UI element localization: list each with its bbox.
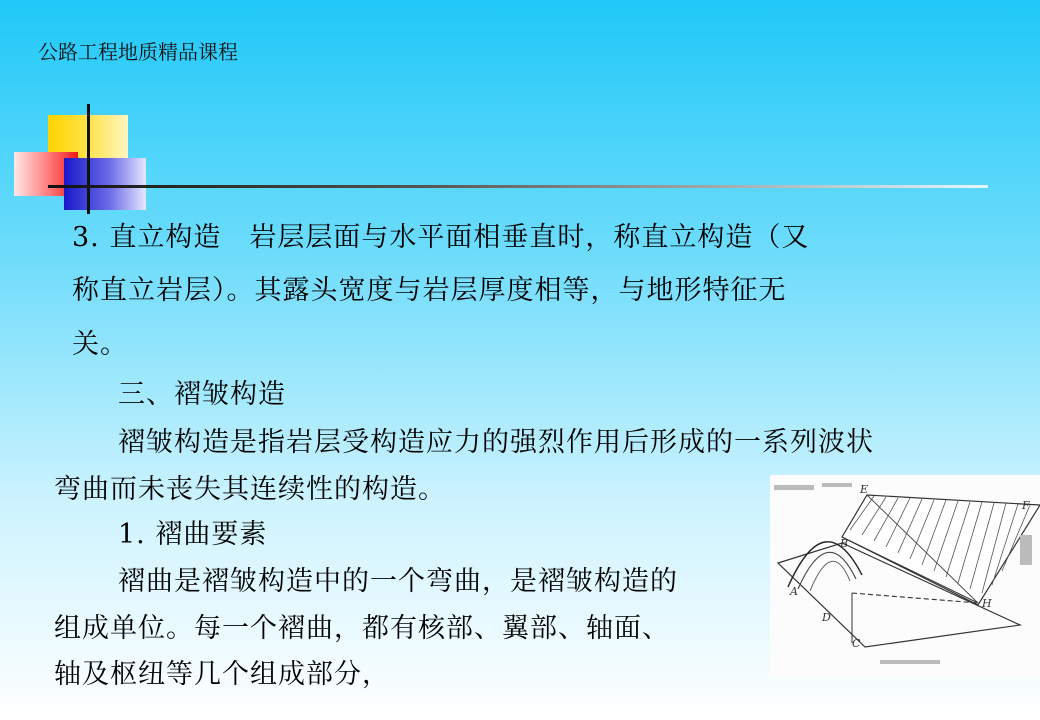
fold-diagram-svg [770,475,1040,678]
decor-blue-square [64,158,146,210]
fig-label-f: F [1022,499,1030,512]
fig-label-b: B [840,537,849,550]
course-title: 公路工程地质精品课程 [38,40,238,64]
title-divider-line [48,185,988,188]
fig-label-a: A [790,585,798,598]
subsection-heading: 1. 褶曲要素 [118,519,268,550]
fig-label-h: H [982,597,992,610]
fold-diagram [770,475,1040,678]
text-line-6: 弯曲而未丧失其连续性的构造。 [54,474,446,505]
text-line-8: 褶曲是褶皱构造中的一个弯曲，是褶皱构造的 [118,566,678,597]
text-line-10: 轴及枢纽等几个组成部分， [54,659,390,690]
fig-label-d: D [822,611,831,624]
text-line-9: 组成单位。每一个褶曲，都有核部、翼部、轴面、 [54,613,670,644]
fig-label-e: E [860,483,869,496]
fig-label-c: C [852,637,861,650]
decor-vertical-line [87,104,90,214]
section-heading: 三、褶皱构造 [118,379,286,410]
text-line-5: 褶皱构造是指岩层受构造应力的强烈作用后形成的一系列波状 [118,427,874,458]
text-line-2: 称直立岩层）。其露头宽度与岩层厚度相等，与地形特征无 [72,275,787,306]
text-line-3: 关。 [72,329,128,360]
text-line-1: 3. 直立构造 岩层层面与水平面相垂直时，称直立构造（又 [72,222,810,253]
